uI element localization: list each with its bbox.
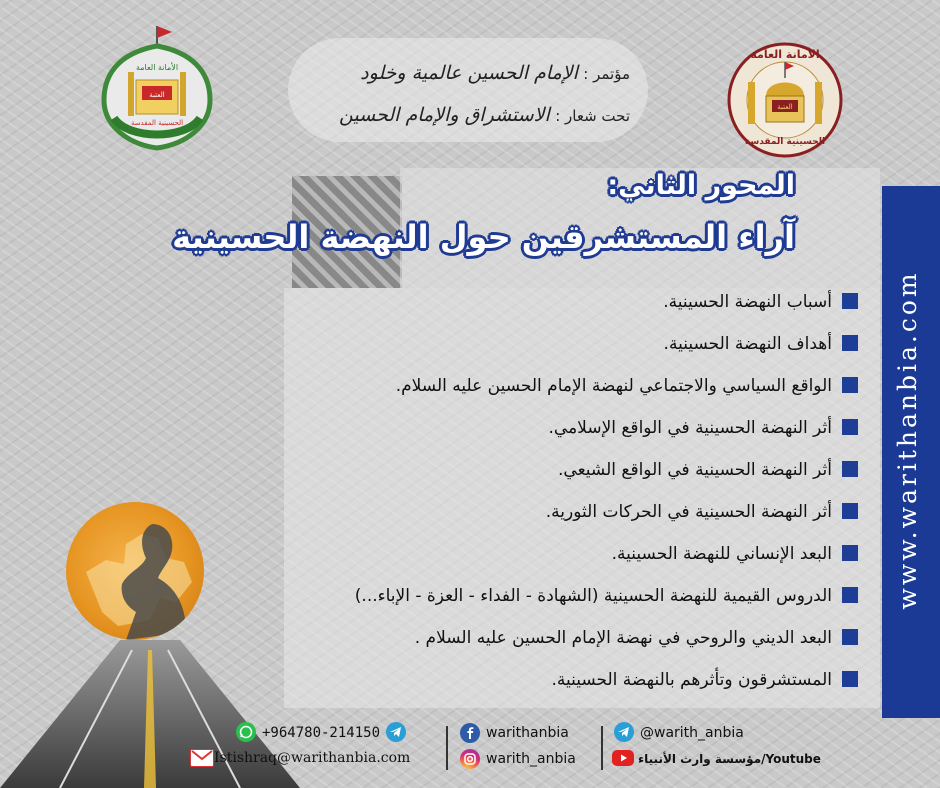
list-item xyxy=(250,376,858,418)
footer-divider xyxy=(601,726,603,770)
square-bullet-icon xyxy=(842,503,858,519)
email-address[interactable]: Istishraq@warithanbia.com xyxy=(214,750,411,766)
list-item-text: الواقع السياسي والاجتماعي لنهضة الإمام الحسين عليه السلام. xyxy=(395,376,832,396)
phone-number[interactable]: +964780-214150 xyxy=(262,725,381,741)
list-item-text: أسباب النهضة الحسينية. xyxy=(663,292,832,312)
section-title-line2: آراء المستشرقين حول النهضة الحسينية xyxy=(172,218,795,256)
shrine-logo-green xyxy=(98,22,216,152)
whatsapp-icon[interactable] xyxy=(236,722,256,742)
list-item-text: أثر النهضة الحسينية في الواقع الإسلامي. xyxy=(548,418,832,438)
slogan-label: تحت شعار : xyxy=(555,107,630,125)
telegram-handle[interactable]: @warith_anbia xyxy=(640,725,744,741)
conference-line xyxy=(300,62,630,84)
telegram-icon[interactable] xyxy=(386,722,406,742)
square-bullet-icon xyxy=(842,629,858,645)
square-bullet-icon xyxy=(842,671,858,687)
slogan-title: الاستشراق والإمام الحسين xyxy=(338,104,550,126)
youtube-channel[interactable]: مؤسسة وارث الأنبياء/Youtube xyxy=(638,752,821,766)
list-item-text: أهداف النهضة الحسينية. xyxy=(663,334,832,354)
conference-label: مؤتمر : xyxy=(583,65,630,83)
list-item xyxy=(250,670,858,712)
logo-left-text-top: الأمانة العامة xyxy=(135,63,179,72)
instagram-icon[interactable] xyxy=(460,749,480,769)
logo-right-text-mid: العتبة xyxy=(777,103,793,111)
square-bullet-icon xyxy=(842,377,858,393)
list-item-text: أثر النهضة الحسينية في الواقع الشيعي. xyxy=(558,460,832,480)
header-pill xyxy=(288,38,648,142)
list-item-text: المستشرقون وتأثرهم بالنهضة الحسينية. xyxy=(551,670,832,690)
list-item xyxy=(250,502,858,544)
conference-title: الإمام الحسين عالمية وخلود xyxy=(360,62,578,84)
footer-divider xyxy=(446,726,448,770)
shrine-logo-red xyxy=(726,40,844,160)
logo-left-text-bottom: الحسينية المقدسة xyxy=(130,119,184,127)
instagram-handle[interactable]: warith_anbia xyxy=(486,751,576,767)
list-item xyxy=(250,586,858,628)
shrine-badge xyxy=(66,502,204,640)
website-url[interactable]: www.warithanbia.com xyxy=(893,270,922,610)
list-item-text: الدروس القيمية للنهضة الحسينية (الشهادة - الفداء - العزة - الإباء...) xyxy=(354,586,832,606)
telegram-icon[interactable] xyxy=(614,722,634,742)
youtube-icon[interactable] xyxy=(612,750,634,766)
section-title-line1: المحور الثاني: xyxy=(607,170,795,201)
square-bullet-icon xyxy=(842,587,858,603)
logo-right-text-bottom: الحسينية المقدسة xyxy=(744,137,826,147)
list-item xyxy=(250,460,858,502)
list-item xyxy=(250,334,858,376)
square-bullet-icon xyxy=(842,419,858,435)
square-bullet-icon xyxy=(842,545,858,561)
slogan-line xyxy=(300,104,630,126)
square-bullet-icon xyxy=(842,461,858,477)
list-item-text: البعد الديني والروحي في نهضة الإمام الحسين عليه السلام . xyxy=(414,628,832,648)
list-item xyxy=(250,628,858,670)
mail-icon[interactable] xyxy=(190,749,214,767)
list-item xyxy=(250,418,858,460)
facebook-handle[interactable]: warithanbia xyxy=(486,725,569,741)
square-bullet-icon xyxy=(842,293,858,309)
topics-list xyxy=(250,292,858,712)
list-item-text: أثر النهضة الحسينية في الحركات الثورية. xyxy=(545,502,832,522)
facebook-icon[interactable] xyxy=(460,723,480,743)
list-item xyxy=(250,292,858,334)
square-bullet-icon xyxy=(842,335,858,351)
silhouette-icon xyxy=(66,502,204,640)
logo-left-text-mid: العتبة xyxy=(149,91,165,99)
logo-right-text-top: الأمانة العامة xyxy=(750,48,820,61)
list-item xyxy=(250,544,858,586)
list-item-text: البعد الإنساني للنهضة الحسينية. xyxy=(611,544,832,564)
